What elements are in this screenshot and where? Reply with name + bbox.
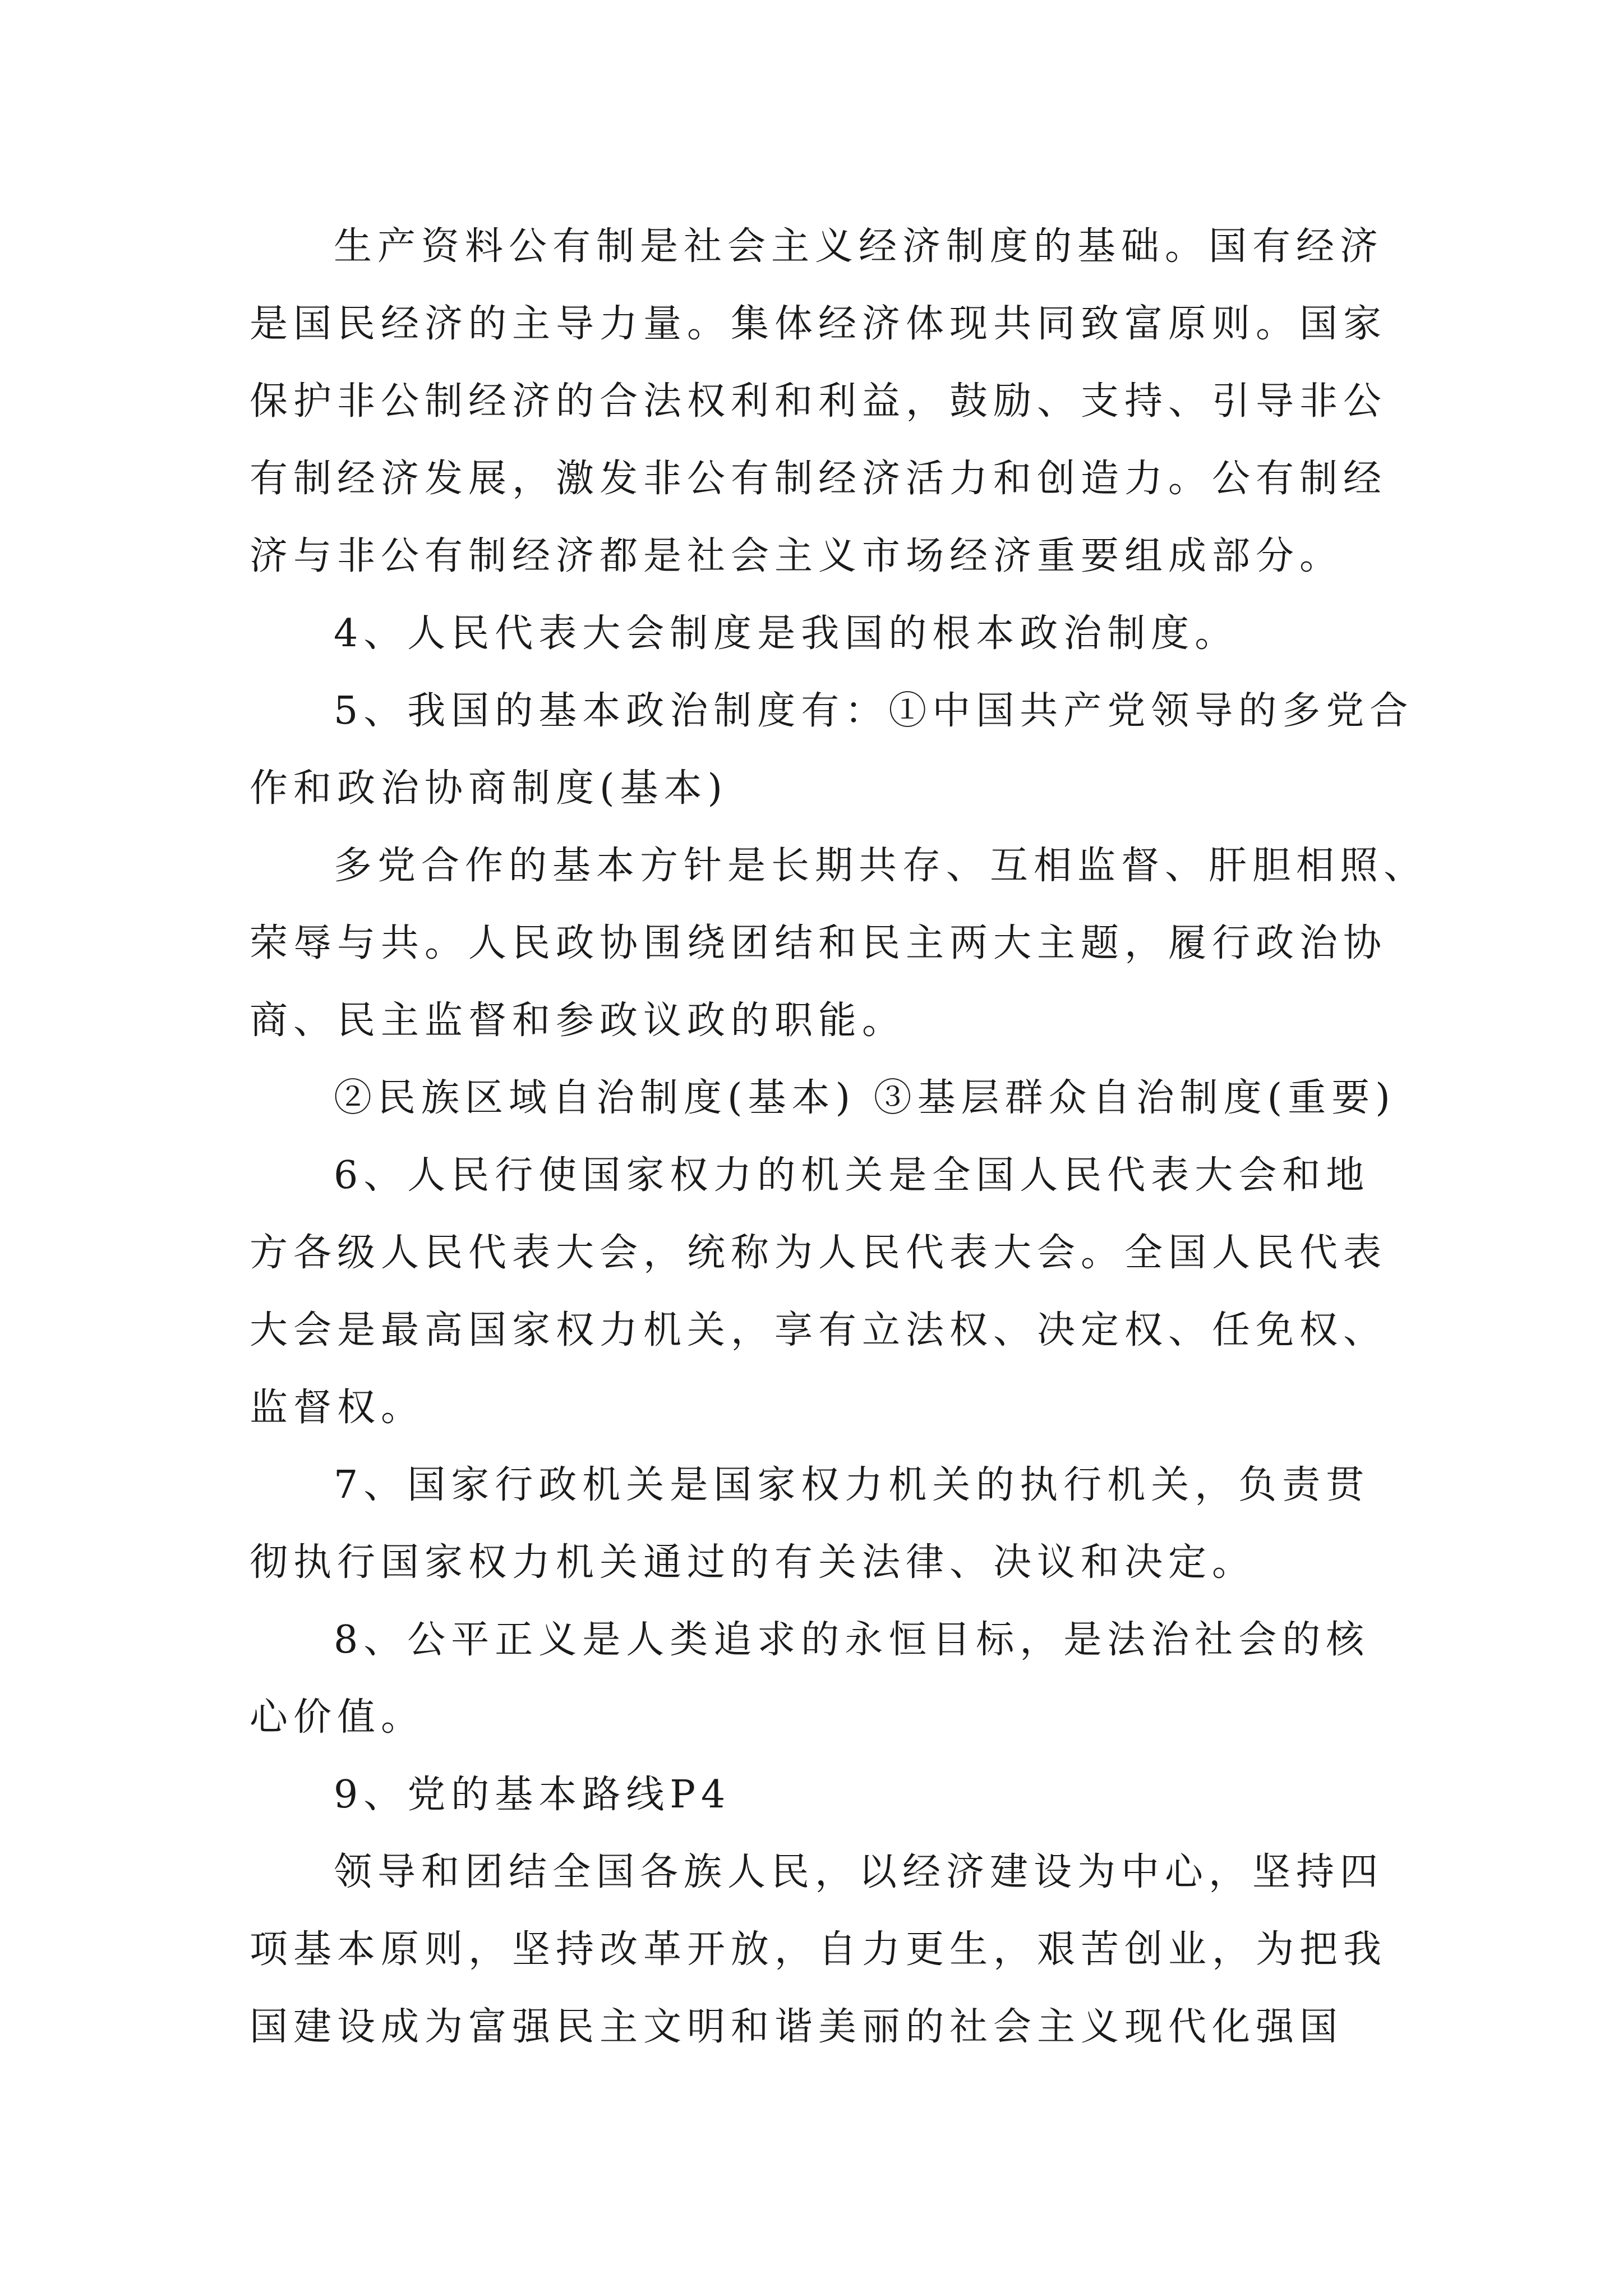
text-line: 7、国家行政机关是国家权力机关的执行机关，负责贯: [334, 1463, 1370, 1507]
text-line: 6、人民行使国家权力的机关是全国人民代表大会和地: [334, 1153, 1370, 1198]
text-line: 方各级人民代表大会，统称为人民代表大会。全国人民代表: [250, 1231, 1387, 1275]
text-line: 是国民经济的主导力量。集体经济体现共同致富原则。国家: [250, 302, 1387, 346]
text-line: 济与非公有制经济都是社会主义市场经济重要组成部分。: [250, 534, 1344, 578]
text-line: 保护非公制经济的合法权利和利益，鼓励、支持、引导非公: [250, 379, 1387, 424]
text-line: 监督权。: [250, 1386, 425, 1430]
text-line: 项基本原则，坚持改革开放，自力更生，艰苦创业，为把我: [250, 1927, 1387, 1972]
text-line: 生产资料公有制是社会主义经济制度的基础。国有经济: [334, 224, 1384, 269]
text-line: 领导和团结全国各族人民，以经济建设为中心，坚持四: [334, 1850, 1384, 1894]
text-line: 荣辱与共。人民政协围绕团结和民主两大主题，履行政治协: [250, 921, 1387, 965]
text-line: 心价值。: [250, 1695, 425, 1740]
text-line: ②民族区域自治制度(基本) ③基层群众自治制度(重要): [334, 1076, 1396, 1120]
text-line: 国建设成为富强民主文明和谐美丽的社会主义现代化强国: [250, 2005, 1344, 2049]
text-line: 5、我国的基本政治制度有：①中国共产党领导的多党合: [334, 689, 1414, 733]
text-line: 大会是最高国家权力机关，享有立法权、决定权、任免权、: [250, 1308, 1387, 1352]
text-line: 作和政治协商制度(基本): [250, 766, 728, 811]
text-line: 有制经济发展，激发非公有制经济活力和创造力。公有制经: [250, 457, 1387, 501]
text-line: 商、民主监督和参政议政的职能。: [250, 999, 906, 1043]
text-line: 多党合作的基本方针是长期共存、互相监督、肝胆相照、: [334, 844, 1428, 888]
text-line: 彻执行国家权力机关通过的有关法律、决议和决定。: [250, 1540, 1256, 1585]
text-line: 4、人民代表大会制度是我国的根本政治制度。: [334, 611, 1239, 656]
text-line: 9、党的基本路线P4: [334, 1773, 731, 1817]
text-line: 8、公平正义是人类追求的永恒目标，是法治社会的核: [334, 1618, 1370, 1662]
